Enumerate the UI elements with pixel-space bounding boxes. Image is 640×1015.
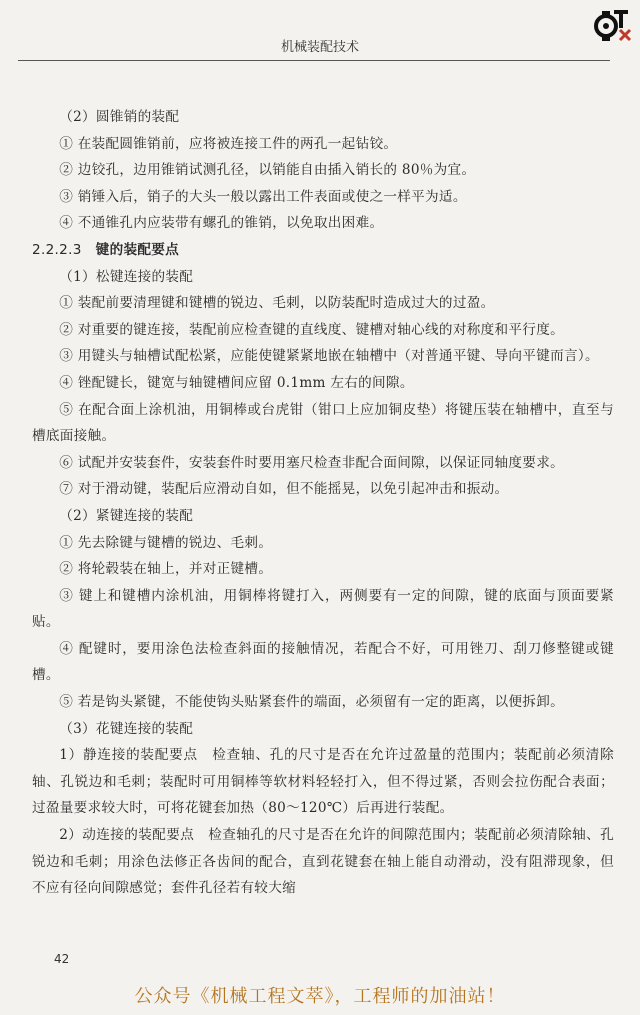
gear-logo-icon bbox=[592, 6, 634, 42]
subsection-heading: （3）花键连接的装配 bbox=[59, 720, 194, 737]
paragraph: 1）静连接的装配要点 检查轴、孔的尺寸是否在允许过盈量的范围内；装配前必须清除轴、孔锐边和毛刺；装配时可用铜棒等软材料轻轻打入，但不得过紧，否则会拉伤配合表面；过盈量要求较大时，可将花键套加热（80～120℃）后再进行装配。 bbox=[32, 747, 614, 817]
list-item: ① 装配前要清理键和键槽的锐边、毛刺，以防装配时造成过大的过盈。 bbox=[59, 295, 495, 312]
list-item: ⑤ 在配合面上涂机油，用铜棒或台虎钳（钳口上应加铜皮垫）将键压装在轴槽中，直至与槽底面接触。 bbox=[32, 401, 614, 445]
list-item: ④ 锉配键长，键宽与轴键槽间应留 0.1mm 左右的间隙。 bbox=[59, 374, 414, 391]
list-item: ⑦ 对于滑动键，装配后应滑动自如，但不能摇晃，以免引起冲击和振动。 bbox=[59, 481, 509, 498]
list-item: ② 边铰孔，边用锥销试测孔径，以销能自由插入销长的 80％为宜。 bbox=[59, 162, 476, 179]
page-body bbox=[32, 104, 614, 902]
subsection-heading: （2）紧键连接的装配 bbox=[59, 507, 194, 524]
footer-banner: 公众号《机械工程文萃》，工程师的加油站！ bbox=[134, 986, 506, 1007]
page-number: 42 bbox=[54, 952, 70, 966]
list-item: ④ 不通锥孔内应装带有螺孔的锥销，以免取出困难。 bbox=[59, 215, 384, 232]
list-item: ③ 用键头与轴槽试配松紧，应能使键紧紧地嵌在轴槽中（对普通平键、导向平键而言）。 bbox=[59, 348, 599, 365]
header-divider bbox=[18, 60, 610, 61]
section-heading bbox=[32, 237, 614, 264]
page-header bbox=[0, 0, 640, 64]
section-number: 2.2.2.3 bbox=[32, 241, 82, 258]
list-item: ⑤ 若是钩头紧键，不能使钩头贴紧套件的端面，必须留有一定的距离，以便拆卸。 bbox=[59, 694, 564, 711]
section-title: 键的装配要点 bbox=[95, 241, 180, 258]
subsection-heading: （2）圆锥销的装配 bbox=[59, 109, 180, 125]
paragraph: 2）动连接的装配要点 检查轴孔的尺寸是否在允许的间隙范围内；装配前必须清除轴、孔锐边和毛刺；用涂色法修正各齿间的配合，直到花键套在轴上能自动滑动，没有阻滞现象，但不应有径向间隙感觉；套件孔径若有较大缩 bbox=[32, 827, 614, 897]
list-item: ② 将轮毂装在轴上，并对正键槽。 bbox=[59, 561, 273, 578]
list-item: ④ 配键时，要用涂色法检查斜面的接触情况，若配合不好，可用锉刀、刮刀修整键或键槽。 bbox=[32, 640, 614, 684]
running-title: 机械装配技术 bbox=[280, 40, 359, 55]
list-item: ① 先去除键与键槽的锐边、毛刺。 bbox=[59, 534, 273, 551]
list-item: ⑥ 试配并安装套件，安装套件时要用塞尺检查非配合面间隙，以保证同轴度要求。 bbox=[59, 454, 564, 471]
list-item: ② 对重要的键连接，装配前应检查键的直线度、键槽对轴心线的对称度和平行度。 bbox=[59, 321, 564, 338]
subsection-heading: （1）松键连接的装配 bbox=[59, 268, 194, 285]
list-item: ① 在装配圆锥销前，应将被连接工件的两孔一起钻铰。 bbox=[59, 135, 398, 152]
list-item: ③ 销锤入后，销子的大头一般以露出工件表面或使之一样平为适。 bbox=[59, 188, 467, 205]
list-item: ③ 键上和键槽内涂机油，用铜棒将键打入，两侧要有一定的间隙，键的底面与顶面要紧贴。 bbox=[32, 587, 614, 631]
